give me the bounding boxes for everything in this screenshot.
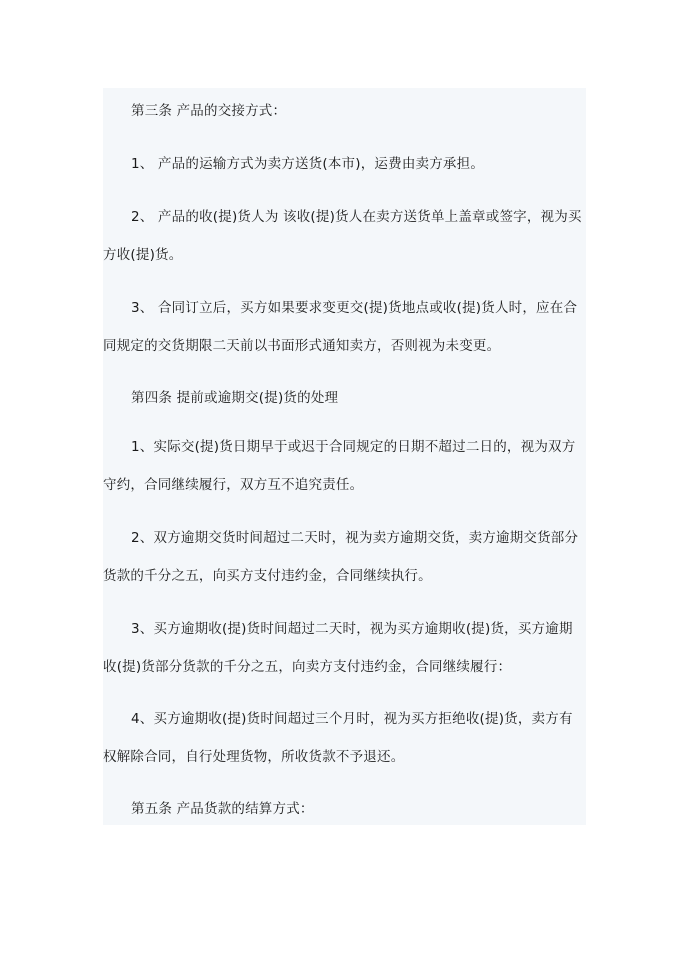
paragraph: [103, 198, 586, 274]
paragraph-line: 第三条 产品的交接方式：: [131, 103, 287, 119]
paragraph-line: 2、双方逾期交货时间超过二天时，视为卖方逾期交货，卖方逾期交货部分: [131, 530, 579, 546]
paragraph-line: 权解除合同，自行处理货物，所收货款不予退还。: [103, 749, 405, 765]
paragraph-line: 货款的千分之五，向买方支付违约金，合同继续执行。: [103, 568, 432, 584]
paragraph-line: 4、买方逾期收(提)货时间超过三个月时，视为买方拒绝收(提)货，卖方有: [131, 711, 573, 727]
paragraph-line: 2、 产品的收(提)货人为 该收(提)货人在卖方送货单上盖章或签字，视为买: [131, 209, 582, 225]
paragraph-line: 1、实际交(提)货日期早于或迟于合同规定的日期不超过二日的，视为双方: [131, 439, 576, 455]
paragraph: [103, 379, 586, 417]
paragraph-line: 第五条 产品货款的结算方式：: [131, 801, 314, 817]
paragraph-line: 1、 产品的运输方式为卖方送货(本市)，运费由卖方承担。: [131, 156, 485, 172]
paragraph: [103, 145, 586, 183]
paragraph-line: 收(提)货部分货款的千分之五，向卖方支付违约金，合同继续履行：: [103, 659, 512, 675]
paragraph: [103, 790, 586, 828]
paragraph-line: 方收(提)货。: [103, 247, 183, 263]
paragraph: [103, 289, 586, 365]
paragraph: [103, 428, 586, 504]
paragraph-line: 守约，合同继续履行，双方互不追究责任。: [103, 477, 364, 493]
paragraph: [103, 519, 586, 595]
paragraph: [103, 700, 586, 776]
paragraph-line: 3、买方逾期收(提)货时间超过二天时，视为买方逾期收(提)货，买方逾期: [131, 621, 573, 637]
paragraph-line: 同规定的交货期限二天前以书面形式通知卖方，否则视为未变更。: [103, 338, 501, 354]
paragraph: [103, 92, 586, 130]
paragraph: [103, 610, 586, 686]
paragraph-line: 第四条 提前或逾期交(提)货的处理: [131, 390, 339, 406]
paragraph-line: 3、 合同订立后，买方如果要求变更交(提)货地点或收(提)货人时，应在合: [131, 300, 578, 316]
